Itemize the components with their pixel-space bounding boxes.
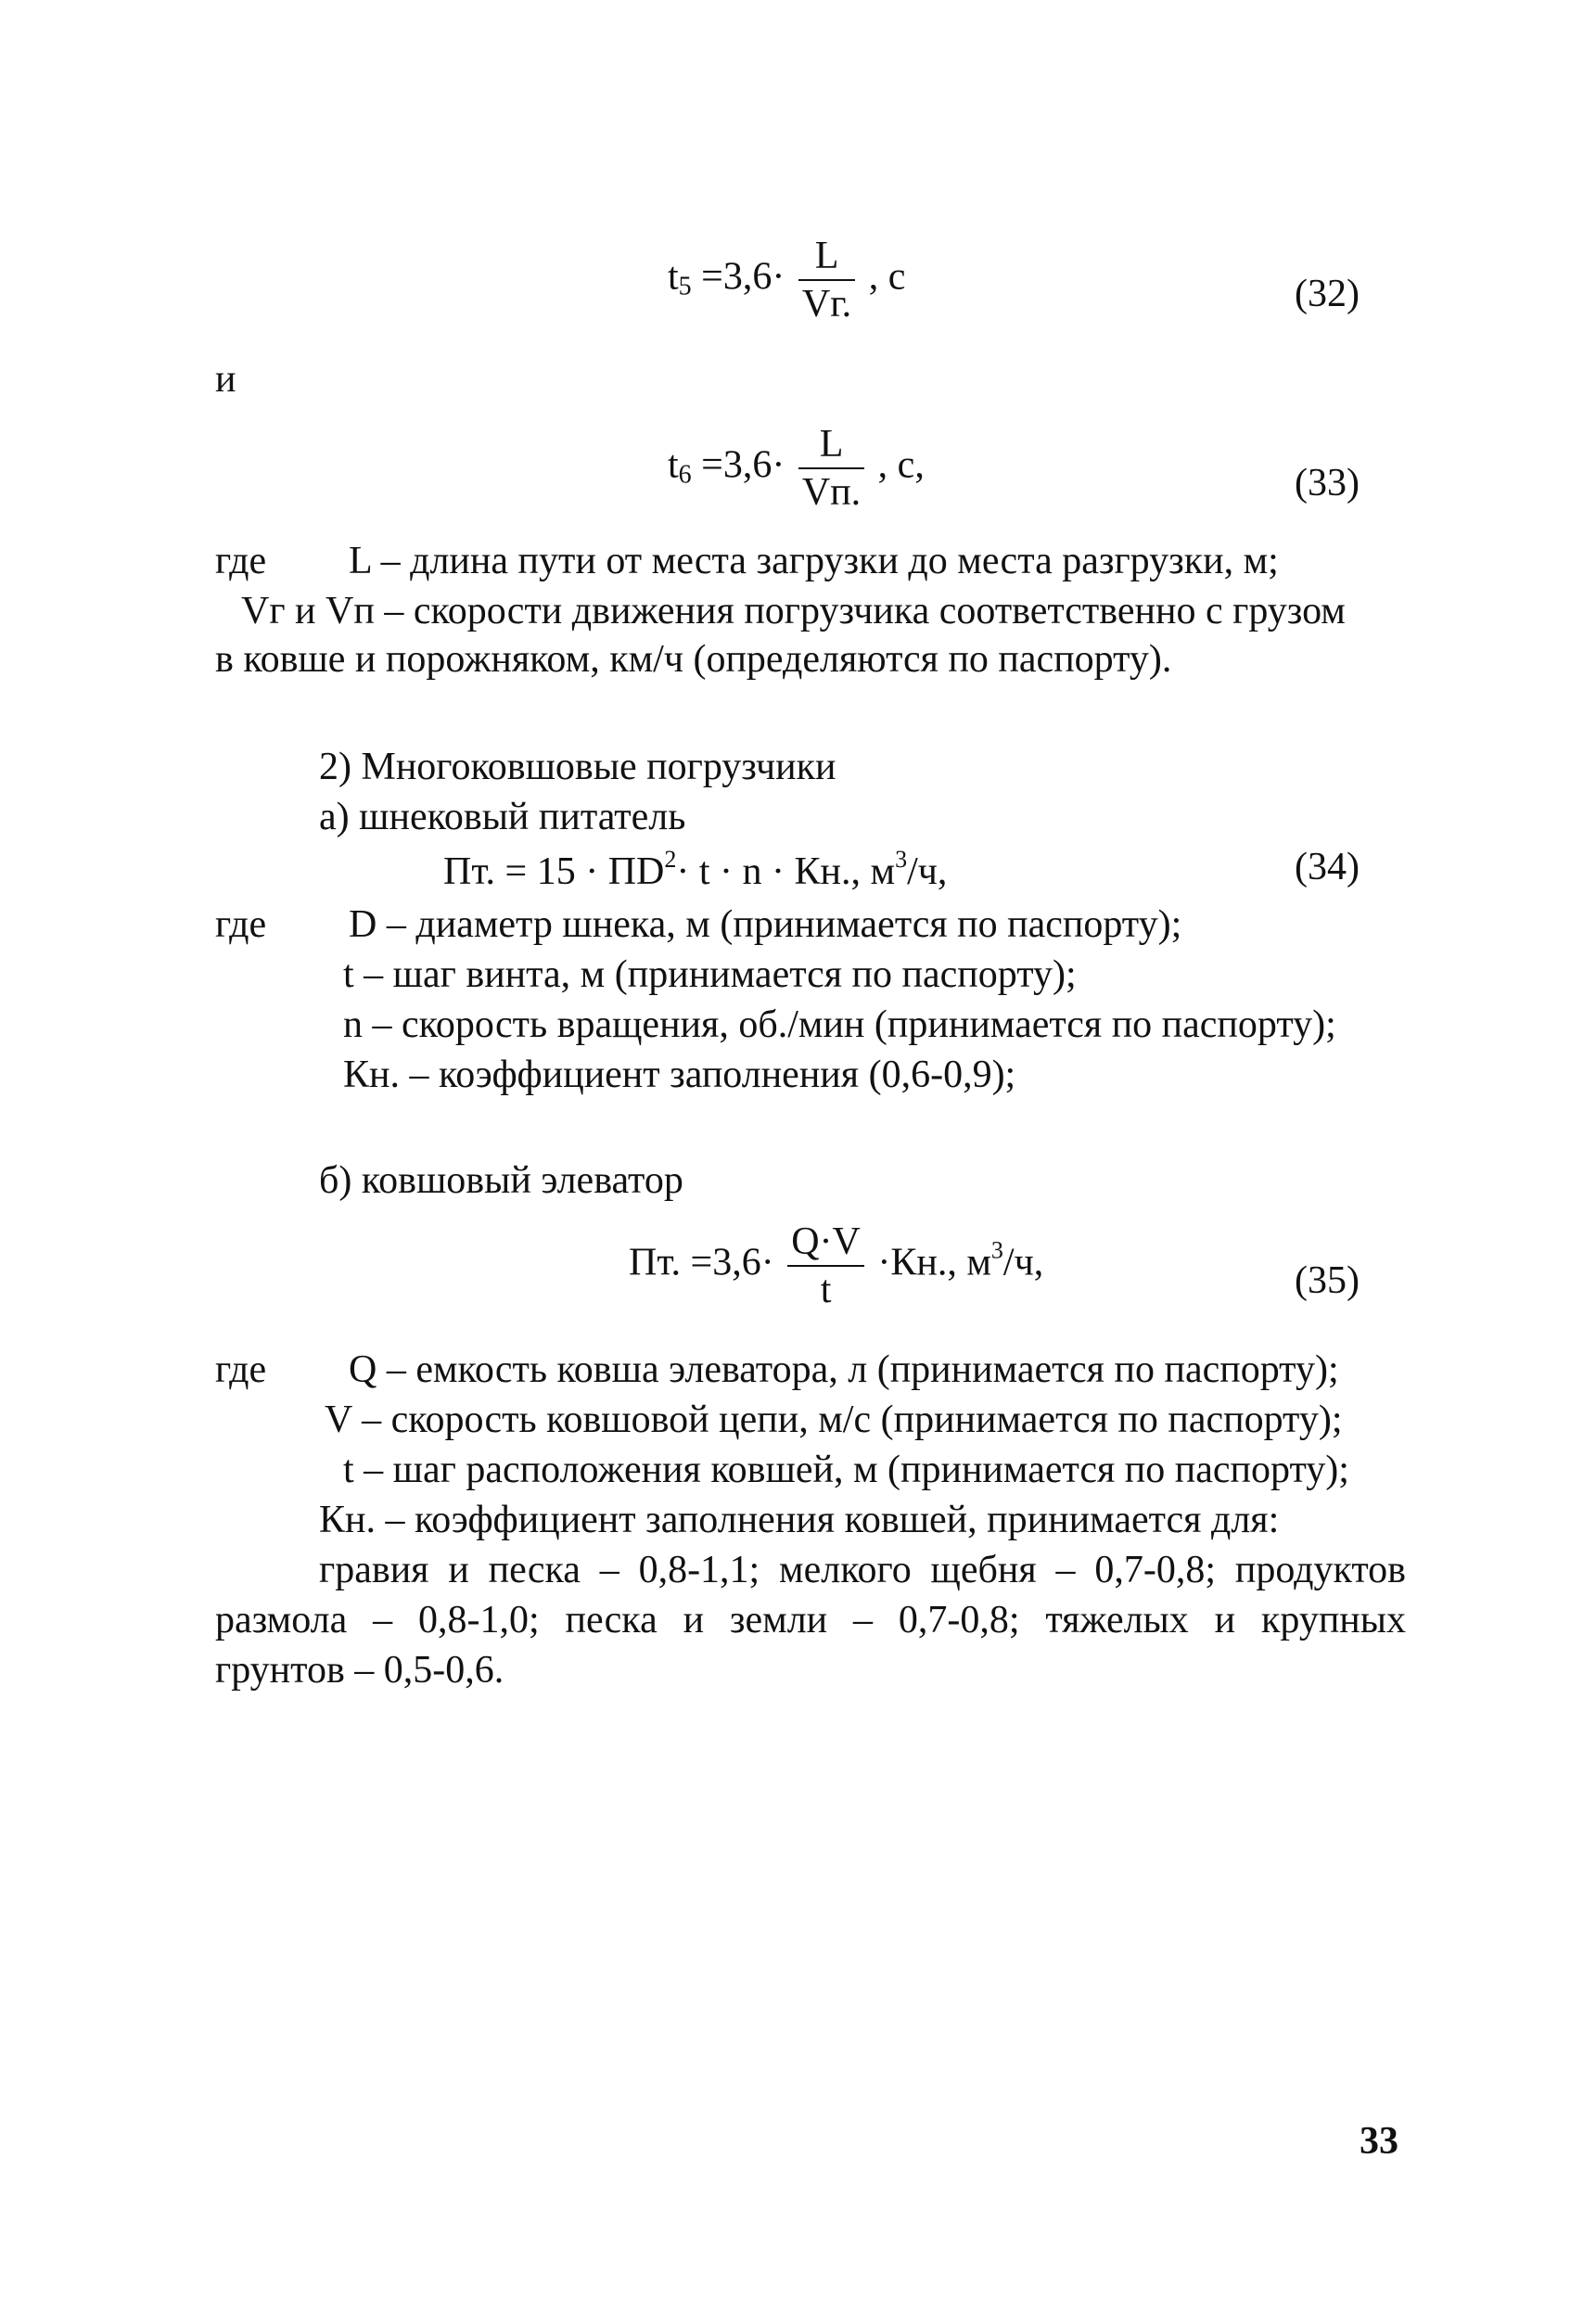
definition-L: L – длина пути от места загрузки до места разгрузки, м; [349,540,1279,582]
equation-34 [443,848,947,891]
eq33-lhs: t [668,443,679,487]
equation-35 [629,1222,1043,1309]
coefficient-values-line1: гравия и песка – 0,8-1,1; мелкого щебня – 0,7-0,8; продуктов [319,1549,1406,1591]
equation-32 [668,236,905,324]
equation-33 [668,425,925,512]
eq33-tail: , c, [877,443,925,487]
where-label: где [215,540,267,582]
definition-V-chain: V – скорость ковшовой цепи, м/с (принимается по паспорту); [325,1399,1343,1441]
eq35-sup: 3 [990,1236,1003,1264]
definition-t-pitch: t – шаг расположения ковшей, м (принимается по паспорту); [343,1449,1349,1491]
eq34-part3: /ч, [907,850,948,893]
eq35-tail1: ·Кн., м [877,1241,991,1284]
eq34-part2: · t · n · Кн., м [676,850,896,893]
eq35-lhs: Пт. =3,6· [629,1241,774,1284]
definition-n: n – скорость вращения, об./мин (принимается по паспорту); [343,1003,1336,1046]
eq33-fraction [798,425,864,512]
eq32-lhs: t [668,255,679,299]
equation-number-33: (33) [1295,462,1360,505]
eq32-coef: =3,6· [701,255,785,299]
eq33-denominator: Vп. [801,471,862,514]
definition-Vg-Vp-continued: в ковше и порожняком, км/ч (определяются по паспорту). [215,638,1172,681]
eq33-numerator: L [819,423,844,466]
eq35-fraction [787,1222,864,1309]
eq34-sup2: 3 [895,846,908,873]
eq35-numerator: Q·V [791,1220,861,1263]
conjunction-and: и [215,358,236,401]
section-heading: 2) Многоковшовые погрузчики [319,746,836,788]
equation-number-32: (32) [1295,273,1360,315]
eq33-coef: =3,6· [701,443,785,487]
eq35-tail2: /ч, [1002,1241,1044,1284]
eq34-sup1: 2 [664,846,677,873]
subsection-b-heading: б) ковшовый элеватор [319,1159,683,1202]
where-label: где [215,903,267,946]
eq32-fraction [798,236,855,324]
definition-t-screw: t – шаг винта, м (принимается по паспорту); [343,953,1077,996]
equation-number-34: (34) [1295,846,1360,888]
eq33-lhs-sub: 6 [678,460,692,490]
eq32-tail: , c [868,255,906,299]
equation-number-35: (35) [1295,1259,1360,1302]
coefficient-values-line3: грунтов – 0,5-0,6. [215,1649,504,1692]
subsection-a-heading: а) шнековый питатель [319,796,686,838]
eq35-denominator: t [820,1269,832,1311]
definition-Vg-Vp: Vг и Vп – скорости движения погрузчика соответственно с грузом [241,590,1346,632]
definition-D: D – диаметр шнека, м (принимается по паспорту); [349,903,1182,946]
where-label: где [215,1348,267,1391]
definition-Kn-buckets: Кн. – коэффициент заполнения ковшей, принимается для: [319,1499,1280,1541]
page-number: 33 [1360,2120,1398,2163]
eq34-part1: Пт. = 15 · ПD [443,850,665,893]
definition-Q: Q – емкость ковша элеватора, л (принимается по паспорту); [349,1348,1339,1391]
eq32-lhs-sub: 5 [678,272,692,301]
coefficient-values-line2: размола – 0,8-1,0; песка и земли – 0,7-0,8; тяжелых и крупных [215,1599,1406,1641]
eq32-denominator: Vг. [801,283,852,326]
definition-Kn-fill: Кн. – коэффициент заполнения (0,6-0,9); [343,1054,1016,1096]
eq32-numerator: L [814,235,839,277]
